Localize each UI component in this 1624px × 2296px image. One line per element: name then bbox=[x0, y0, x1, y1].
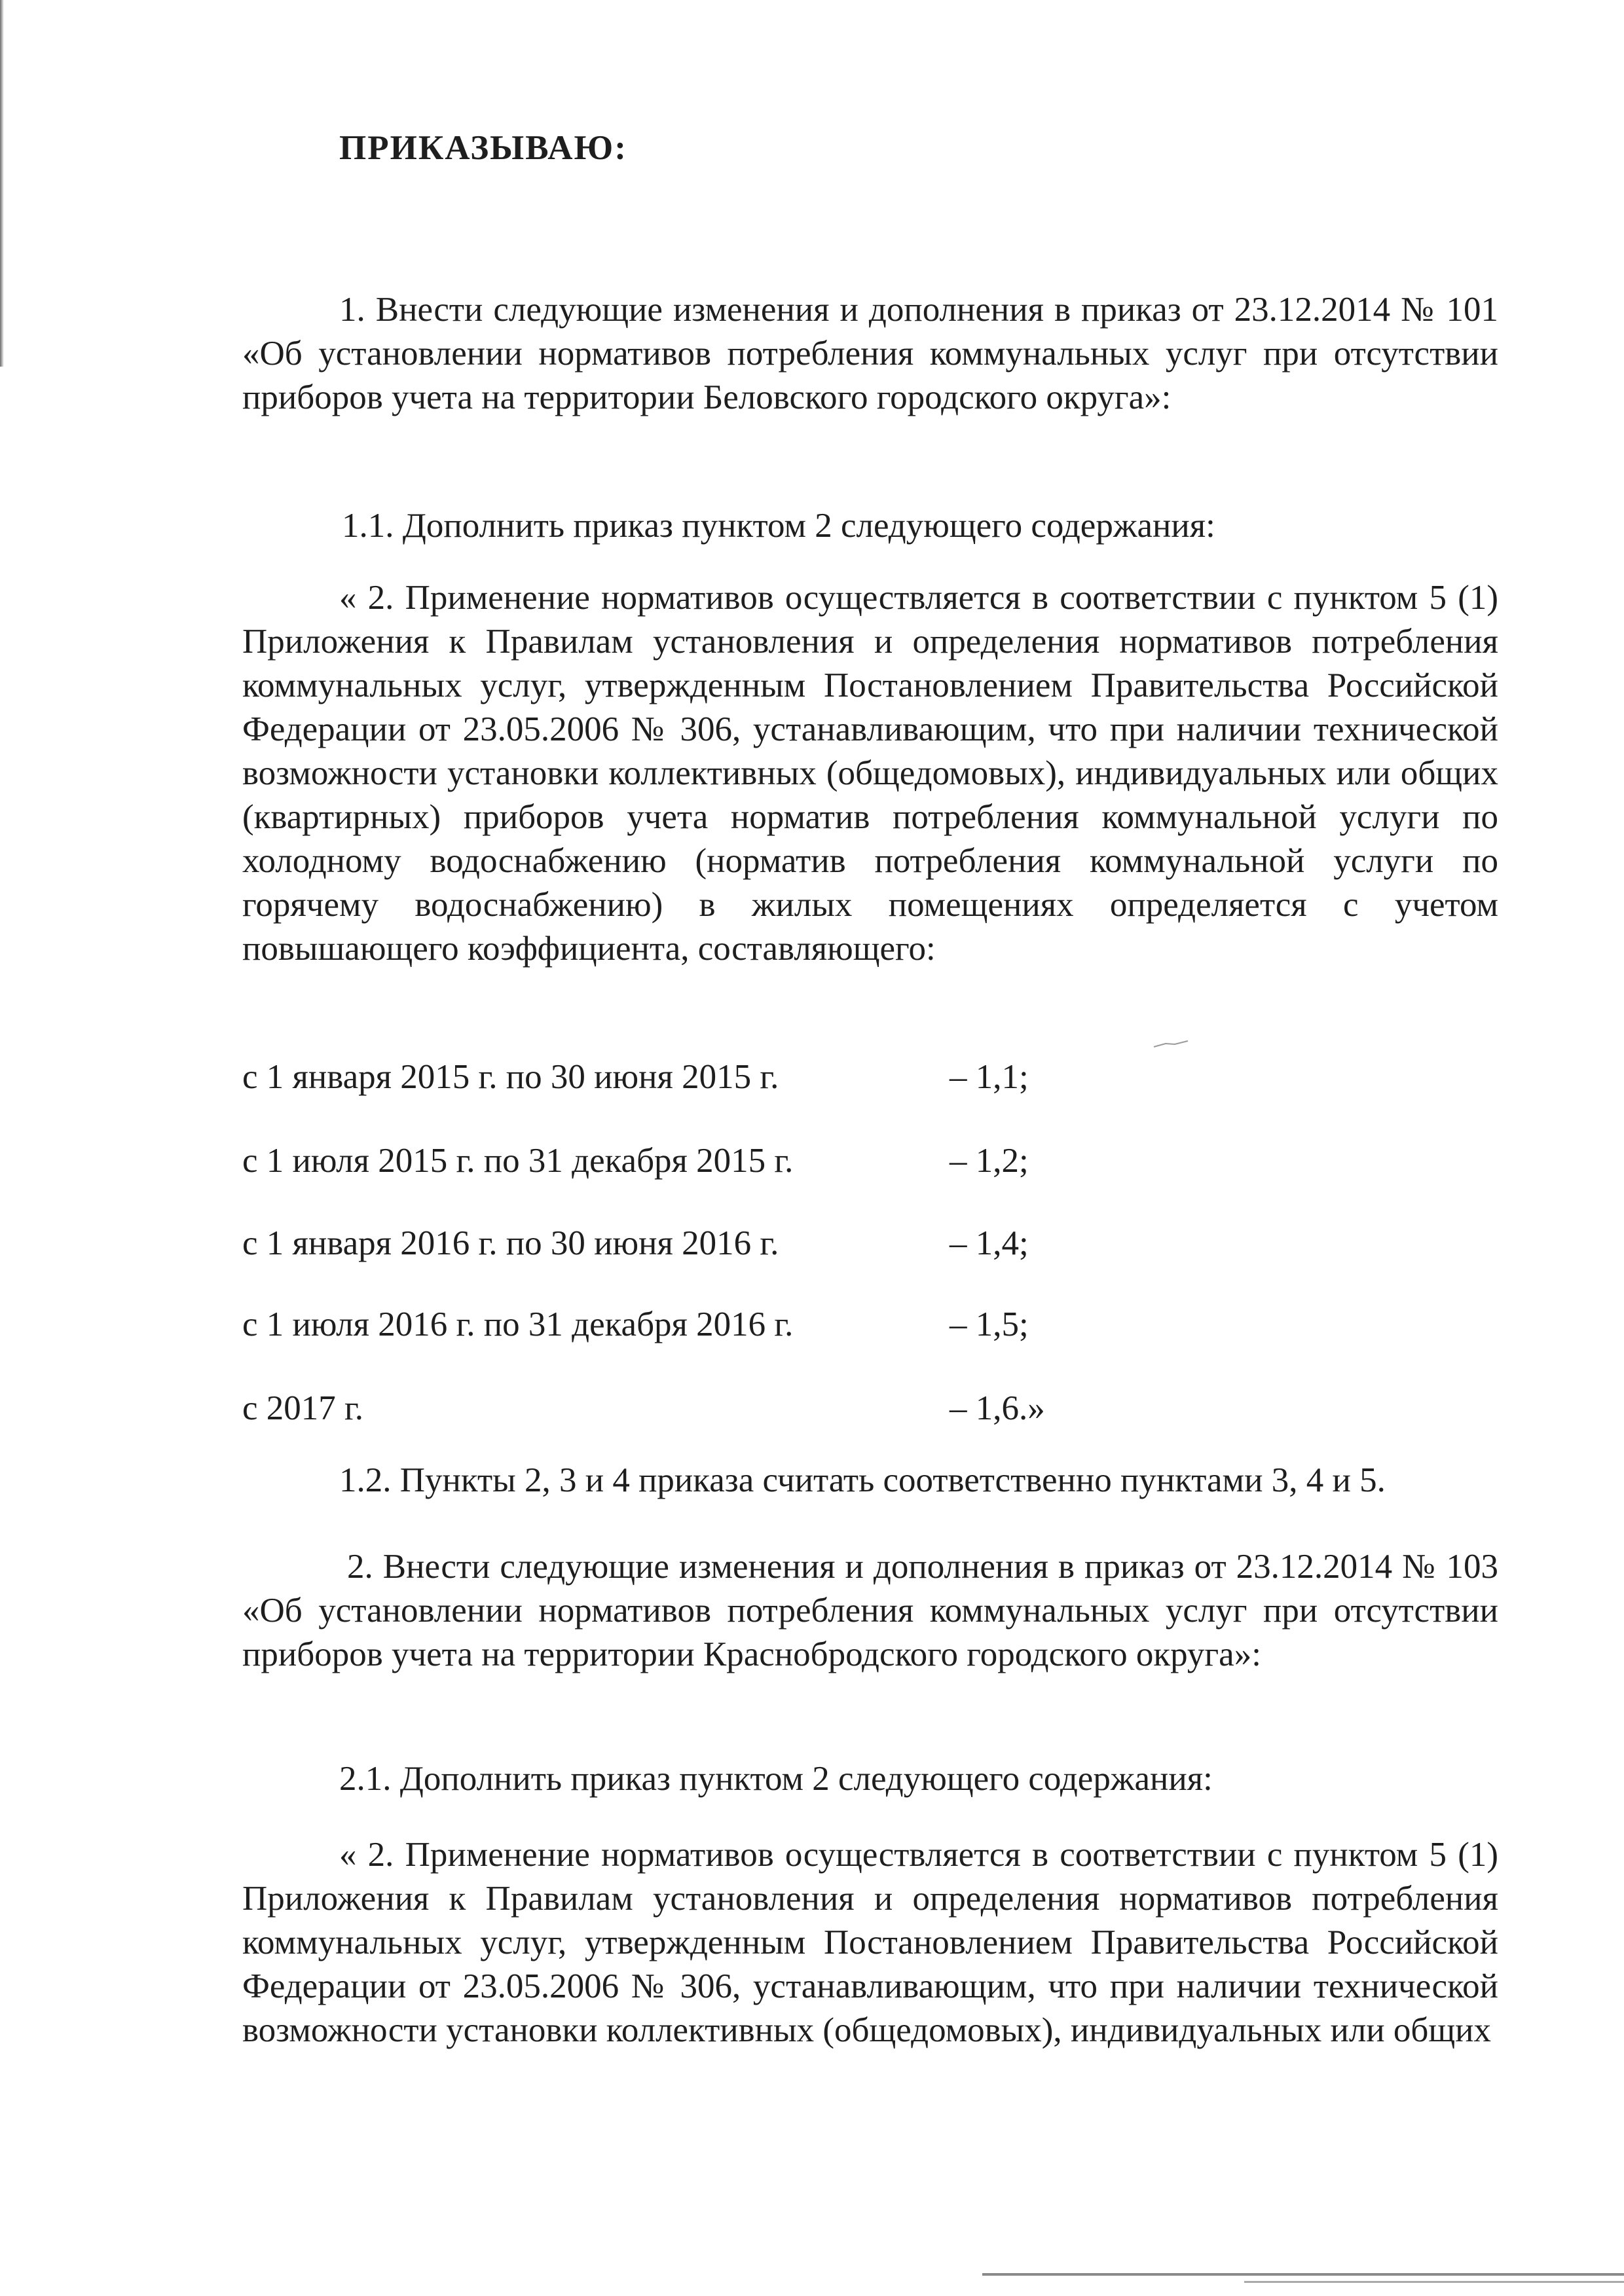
item-2-1-paragraph: 2.1. Дополнить приказ пунктом 2 следующего содержания: bbox=[339, 1760, 1213, 1798]
coefficient-row bbox=[242, 1055, 1094, 1099]
item-2-paragraph: 2. Внести следующие изменения и дополнения в приказ от 23.12.2014 № 103 «Об установлении нормативов потребления коммунальных услуг при отсутствии приборов учета на территории Краснобродского городского округа»: bbox=[242, 1548, 1498, 1673]
pen-stroke-mark bbox=[1153, 1040, 1189, 1049]
coefficient-period: с 1 января 2015 г. по 30 июня 2015 г. bbox=[242, 1058, 779, 1096]
coefficient-value: – 1,1; bbox=[950, 1058, 1029, 1096]
coefficient-period: с 1 января 2016 г. по 30 июня 2016 г. bbox=[242, 1224, 779, 1262]
item-1-paragraph: 1. Внести следующие изменения и дополнения в приказ от 23.12.2014 № 101 «Об установлении нормативов потребления коммунальных услуг при отсутствии приборов учета на территории Беловского городского округа»: bbox=[242, 291, 1498, 416]
coefficient-value: – 1,5; bbox=[950, 1305, 1029, 1343]
scan-edge-shadow bbox=[0, 0, 4, 367]
coefficient-value: – 1,4; bbox=[950, 1224, 1029, 1262]
coefficient-value: – 1,2; bbox=[950, 1142, 1029, 1180]
coefficient-row bbox=[242, 1387, 1094, 1430]
coefficient-row bbox=[242, 1139, 1094, 1183]
coefficient-value: – 1,6.» bbox=[950, 1389, 1045, 1427]
order-heading: ПРИКАЗЫВАЮ: bbox=[339, 129, 627, 167]
quote-2-paragraph: « 2. Применение нормативов осуществляется в соответствии с пунктом 5 (1) Приложения к Правилам установления и определения нормативов потребления коммунальных услуг, утвержденным Постановлением Правительства Российской Федерации от 23.05.2006 № 306, устанавливающим, что при наличии технической возможности установки коллективных (общедомовых), индивидуальных или общих bbox=[242, 1836, 1498, 2049]
coefficient-row bbox=[242, 1303, 1094, 1347]
quote-1-paragraph: « 2. Применение нормативов осуществляется в соответствии с пунктом 5 (1) Приложения к Правилам установления и определения нормативов потребления коммунальных услуг, утвержденным Постановлением Правительства Российской Федерации от 23.05.2006 № 306, устанавливающим, что при наличии технической возможности установки коллективных (общедомовых), индивидуальных или общих (квартирных) приборов учета норматив потребления коммунальной услуги по холодному водоснабжению (норматив потребления коммунальной услуги по горячему водоснабжению) в жилых помещениях определяется с учетом повышающего коэффициента, составляющего: bbox=[242, 579, 1498, 968]
coefficient-period: с 2017 г. bbox=[242, 1389, 364, 1427]
coefficient-row bbox=[242, 1222, 1094, 1266]
item-1-2-paragraph: 1.2. Пункты 2, 3 и 4 приказа считать соответственно пунктами 3, 4 и 5. bbox=[339, 1461, 1386, 1499]
coefficient-period: с 1 июля 2015 г. по 31 декабря 2015 г. bbox=[242, 1142, 794, 1180]
scan-edge-line bbox=[982, 2273, 1624, 2276]
item-1-1-paragraph: 1.1. Дополнить приказ пунктом 2 следующего содержания: bbox=[342, 507, 1215, 545]
scan-edge-line-secondary bbox=[1244, 2281, 1624, 2283]
coefficient-period: с 1 июля 2016 г. по 31 декабря 2016 г. bbox=[242, 1305, 794, 1343]
